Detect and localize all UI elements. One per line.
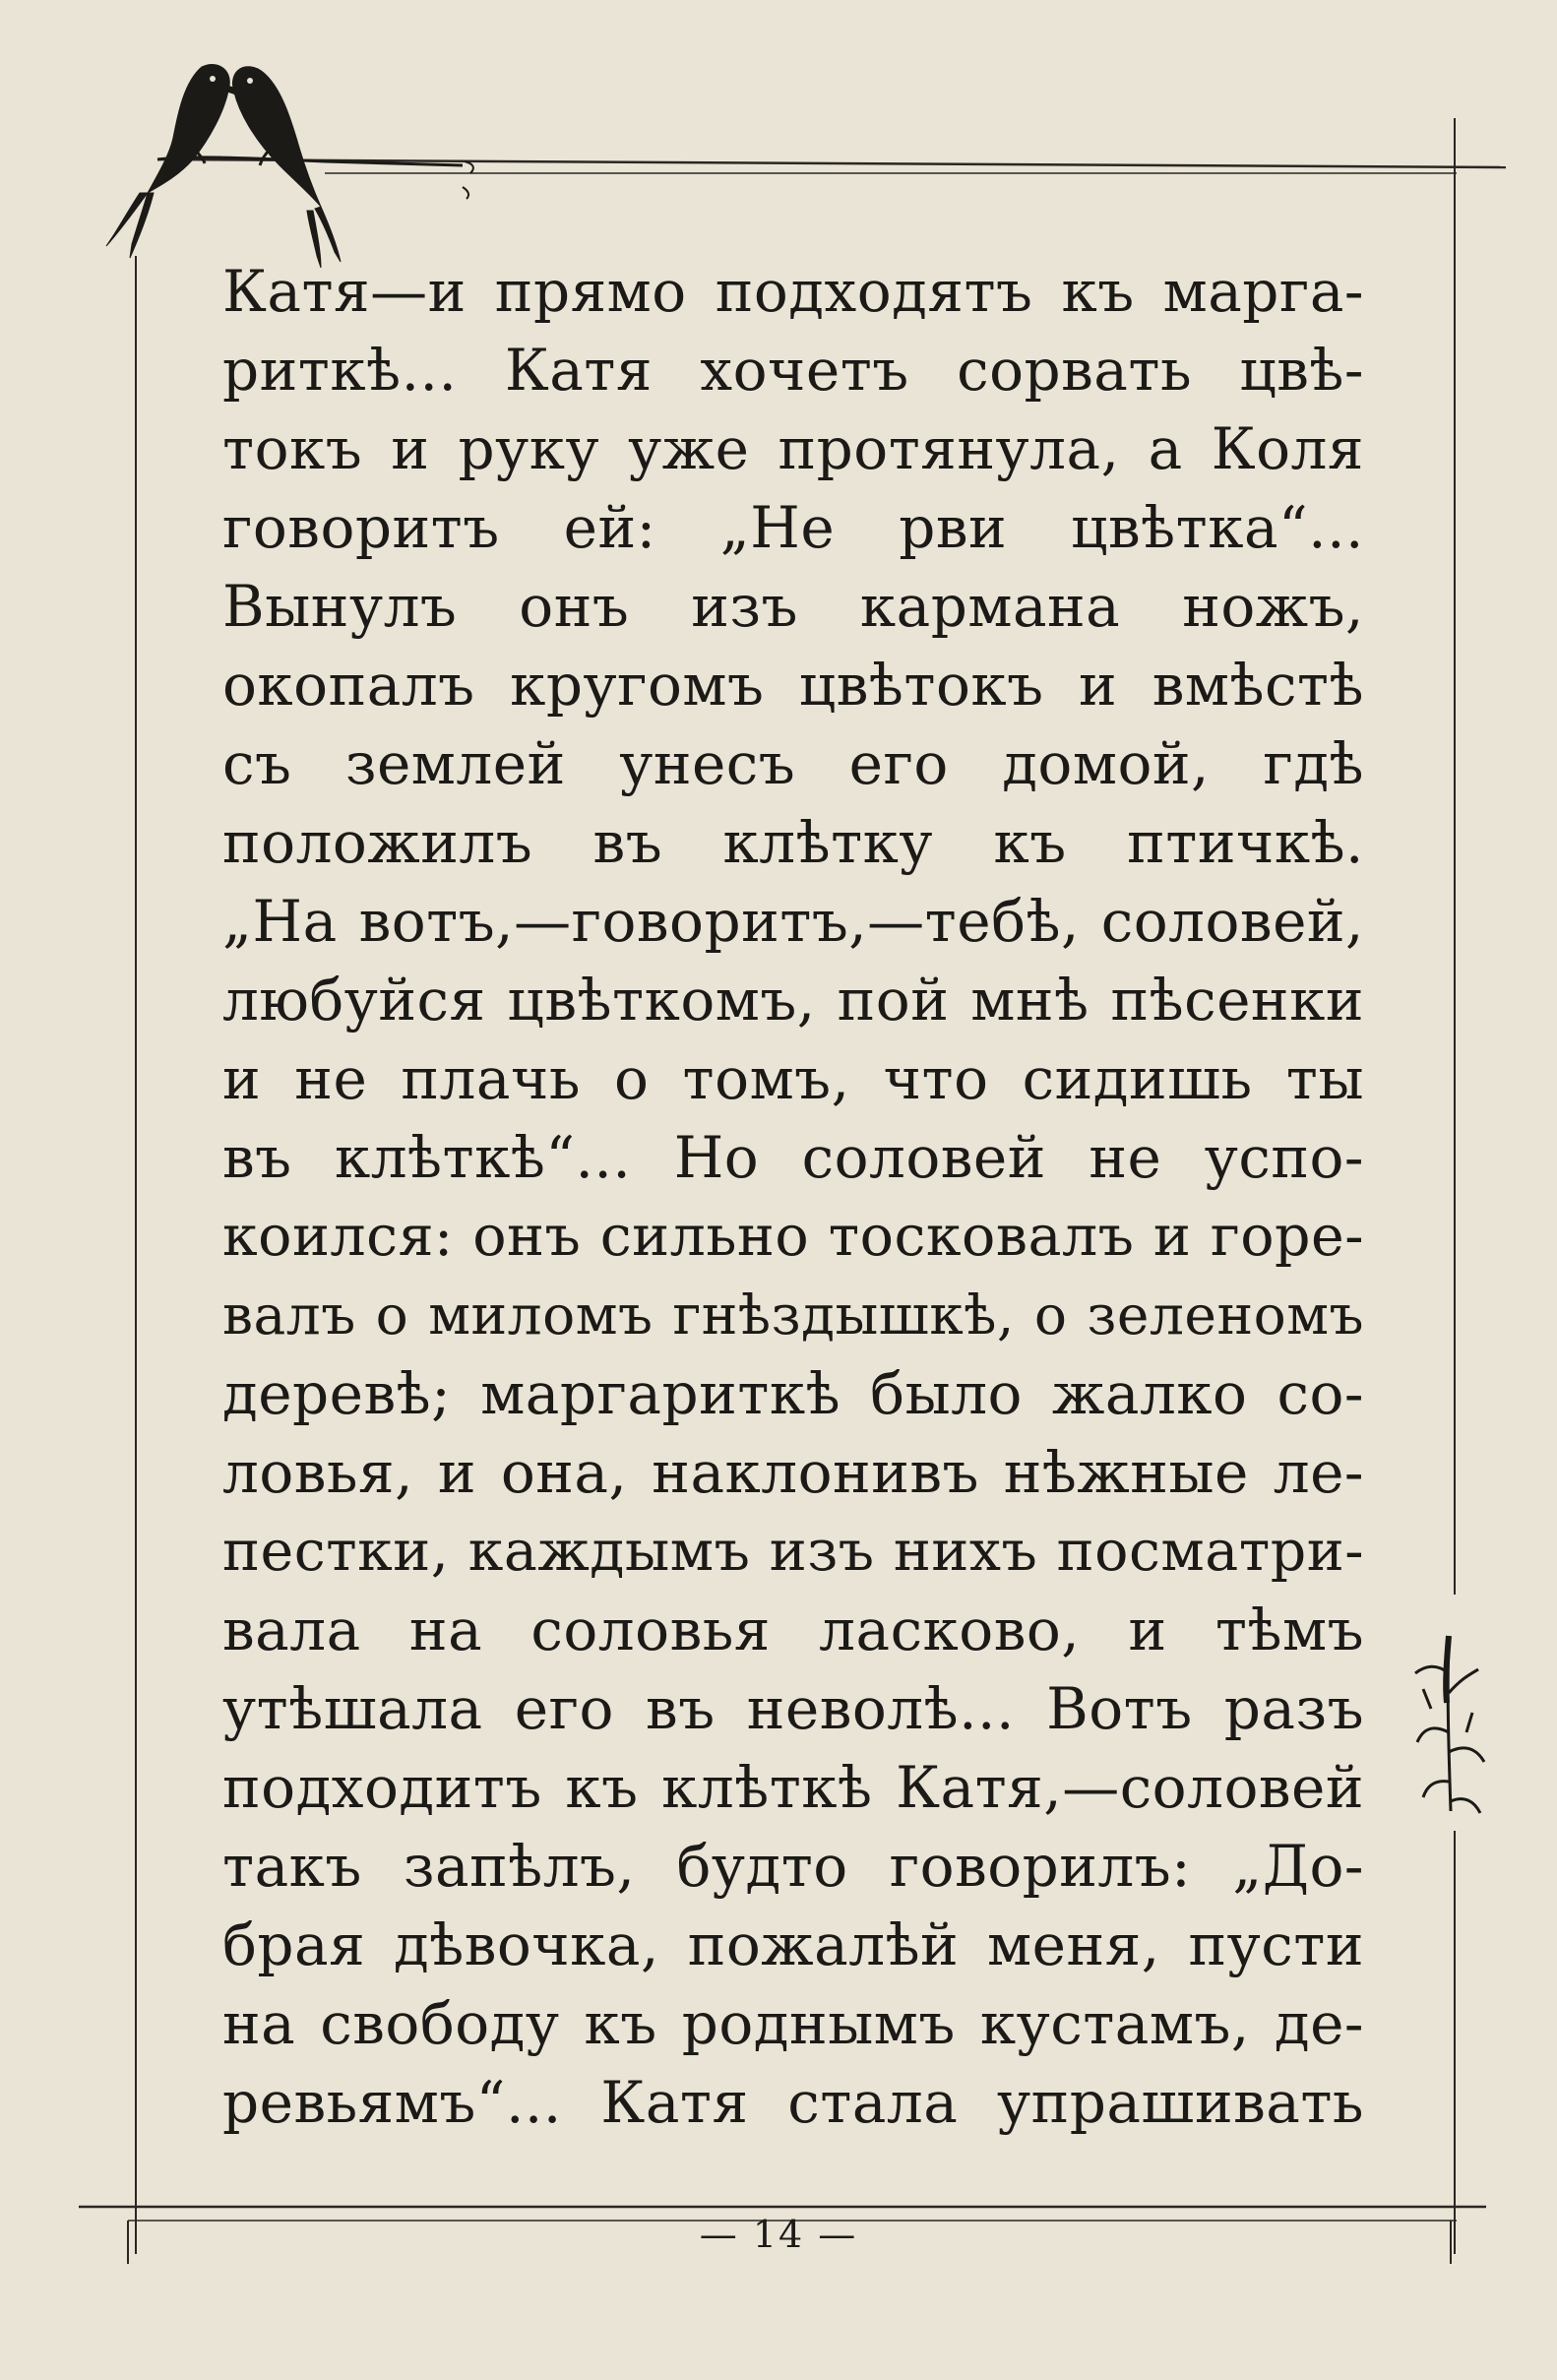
text-line: подходитъ къ клѣткѣ Катя,—соловей (222, 1754, 1364, 1821)
text-line: на свободу къ роднымъ кустамъ, де- (222, 1990, 1364, 2057)
text-line: ревьямъ“... Катя стала упрашивать (222, 2069, 1364, 2136)
text-line: положилъ въ клѣтку къ птичкѣ. (222, 809, 1364, 876)
text-line: съ землей унесъ его домой, гдѣ (222, 730, 1364, 797)
text-line: такъ запѣлъ, будто говорилъ: „До- (222, 1833, 1364, 1900)
text-line: окопалъ кругомъ цвѣтокъ и вмѣстѣ (222, 652, 1364, 719)
text-line: коился: онъ сильно тосковалъ и горе- (222, 1204, 1364, 1269)
swallows-on-wire-icon (106, 64, 473, 268)
text-line: токъ и руку уже протянула, а Коля (222, 415, 1364, 482)
text-line: ловья, и она, наклонивъ нѣжные ле- (222, 1439, 1364, 1506)
text-line: пестки, каждымъ изъ нихъ посматри- (222, 1519, 1364, 1584)
right-swallow-icon (224, 67, 341, 268)
text-line: и не плачь о томъ, что сидишь ты (222, 1045, 1364, 1112)
text-line: любуйся цвѣткомъ, пой мнѣ пѣсенки (222, 967, 1364, 1033)
page-number: — 14 — (699, 2213, 858, 2256)
text-line: брая дѣвочка, пожалѣй меня, пусти (222, 1911, 1364, 1978)
text-line: валъ о миломъ гнѣздышкѣ, о зеленомъ (222, 1284, 1364, 1347)
text-line: Катя—и прямо подходятъ къ марга- (222, 258, 1364, 325)
text-line: риткѣ... Катя хочетъ сорвать цвѣ- (222, 337, 1364, 404)
text-line: говоритъ ей: „Не рви цвѣтка“... (222, 494, 1364, 561)
text-line: „На вотъ,—говоритъ,—тебѣ, соловей, (222, 888, 1364, 955)
text-line: утѣшала его въ неволѣ... Вотъ разъ (222, 1675, 1364, 1742)
body-text (222, 252, 1364, 2142)
text-line: вала на соловья ласково, и тѣмъ (222, 1597, 1364, 1663)
text-line: въ клѣткѣ“... Но соловей не успо- (222, 1124, 1364, 1191)
reed-plant-icon (1415, 1636, 1484, 1813)
left-swallow-icon (106, 64, 236, 258)
text-line: деревѣ; маргариткѣ было жалко со- (222, 1360, 1364, 1427)
text-line: Вынулъ онъ изъ кармана ножъ, (222, 573, 1364, 640)
